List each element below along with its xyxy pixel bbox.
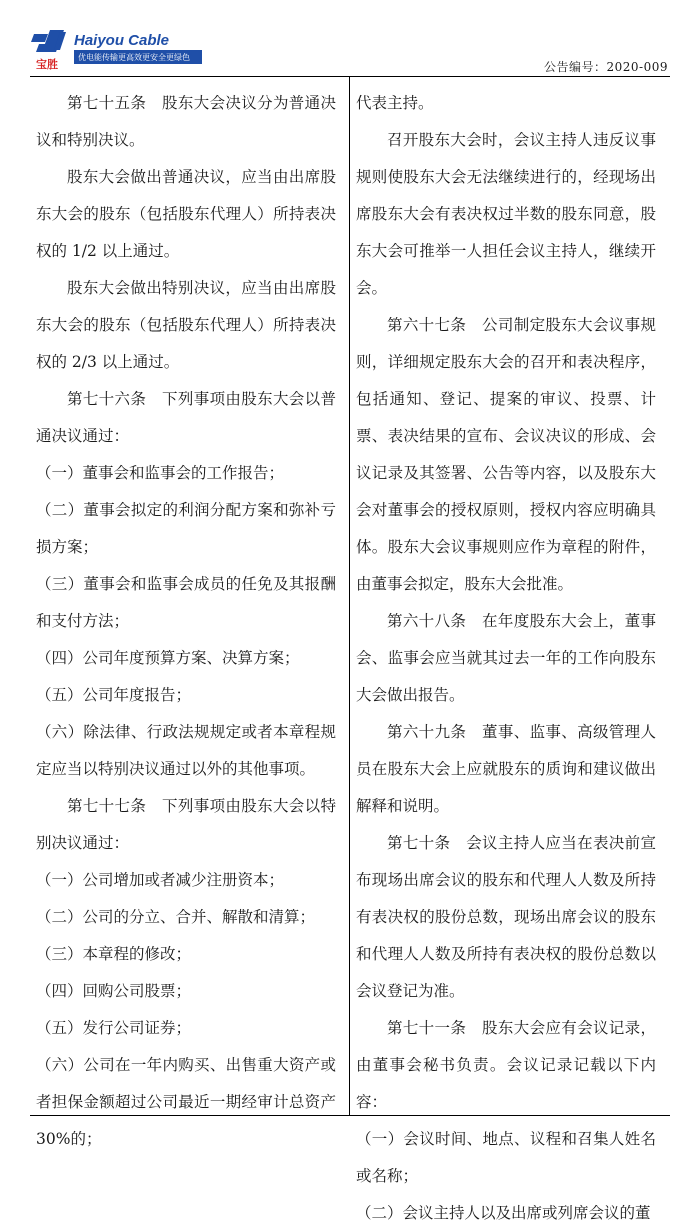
- paragraph: （一）公司增加或者减少注册资本；: [36, 871, 285, 889]
- paragraph: 第七十条 会议主持人应当在表决前宣布现场出席会议的股东和代理人人数及所持有表决权的股份总数，现场出席会议的股东和代理人人数及所持有表决权的股份总数以会议登记为准。: [356, 834, 656, 1000]
- paragraph: （三）本章程的修改；: [36, 945, 192, 963]
- paragraph: 第七十七条 下列事项由股东大会以特别决议通过：: [36, 797, 336, 852]
- paragraph: 第六十八条 在年度股东大会上，董事会、监事会应当就其过去一年的工作向股东大会做出报告。: [356, 612, 656, 704]
- company-logo: [30, 28, 205, 72]
- paragraph: （二）董事会拟定的利润分配方案和弥补亏损方案；: [36, 501, 336, 556]
- paragraph: （六）除法律、行政法规规定或者本章程规定应当以特别决议通过以外的其他事项。: [36, 723, 336, 778]
- paragraph: 股东大会做出普通决议，应当由出席股东大会的股东（包括股东代理人）所持表决权的 1/2 以上通过。: [36, 168, 336, 260]
- logo-brand-text: Haiyou Cable: [74, 32, 170, 49]
- paragraph: 股东大会做出特别决议，应当由出席股东大会的股东（包括股东代理人）所持表决权的 2/3 以上通过。: [36, 279, 336, 371]
- paragraph: （一）会议时间、地点、议程和召集人姓名或名称；: [356, 1130, 656, 1185]
- paragraph: （三）董事会和监事会成员的任免及其报酬和支付方法；: [36, 575, 336, 630]
- left-column: [36, 85, 336, 1158]
- paragraph: 第六十七条 公司制定股东大会议事规则，详细规定股东大会的召开和表决程序，包括通知、登记、提案的审议、投票、计票、表决结果的宣布、会议决议的形成、会议记录及其签署、公告等内容，以及股东大会对董事会的授权原则，授权内容应明确具体。股东大会议事规则应作为章程的附件，由董事会拟定，股东大会批准。: [356, 316, 656, 593]
- announcement-number: 公告编号：2020-009: [544, 60, 668, 74]
- paragraph: （五）公司年度报告；: [36, 686, 192, 704]
- page-header: [0, 0, 700, 80]
- column-divider: [349, 77, 350, 1115]
- paragraph: （二）会议主持人以及出席或列席会议的董: [356, 1204, 651, 1222]
- paragraph: （四）公司年度预算方案、决算方案；: [36, 649, 300, 667]
- paragraph: （二）公司的分立、合并、解散和清算；: [36, 908, 316, 926]
- paragraph: （四）回购公司股票；: [36, 982, 192, 1000]
- paragraph: 第七十五条 股东大会决议分为普通决议和特别决议。: [36, 94, 336, 149]
- paragraph: （五）发行公司证券；: [36, 1019, 192, 1037]
- paragraph: 召开股东大会时，会议主持人违反议事规则使股东大会无法继续进行的，经现场出席股东大会有表决权过半数的股东同意，股东大会可推举一人担任会议主持人，继续开会。: [356, 131, 656, 297]
- logo-mark-text: 宝胜: [36, 59, 58, 71]
- right-column: [356, 85, 656, 1232]
- paragraph: （六）公司在一年内购买、出售重大资产或者担保金额超过公司最近一期经审计总资产30%的；: [36, 1056, 336, 1148]
- paragraph: 第七十六条 下列事项由股东大会以普通决议通过：: [36, 390, 336, 445]
- content-table: [30, 76, 670, 1222]
- logo-slogan-text: 优电能传输更高效更安全更绿色: [78, 53, 190, 62]
- paragraph: 第七十一条 股东大会应有会议记录，由董事会秘书负责。会议记录记载以下内容：: [356, 1019, 656, 1111]
- paragraph: （一）董事会和监事会的工作报告；: [36, 464, 285, 482]
- paragraph: 第六十九条 董事、监事、高级管理人员在股东大会上应就股东的质询和建议做出解释和说明。: [356, 723, 656, 815]
- paragraph: 代表主持。: [356, 94, 434, 112]
